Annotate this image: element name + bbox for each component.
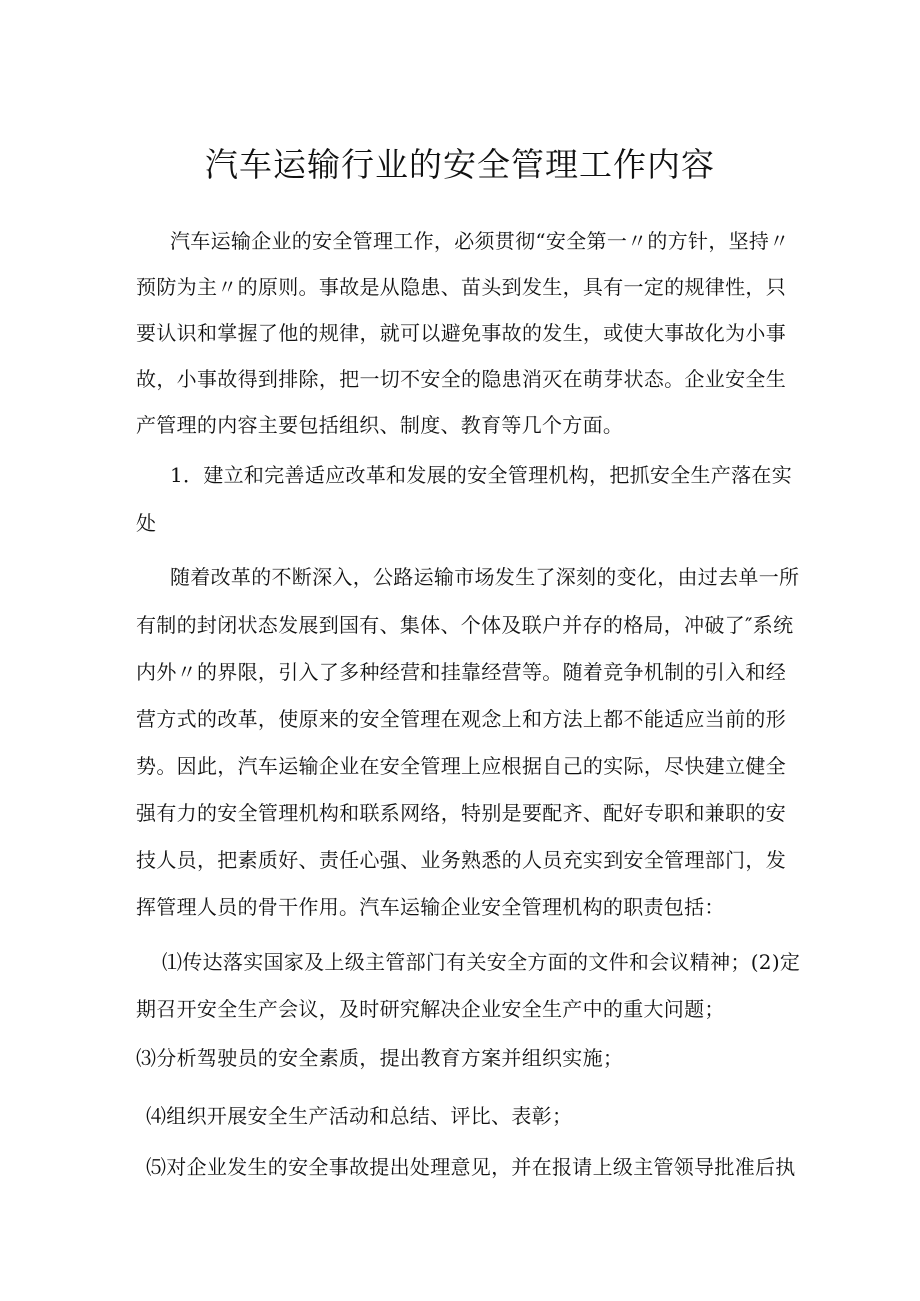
list-item-line: ⑷组织开展安全生产活动和总结、评比、表彰；: [146, 1104, 573, 1128]
paragraph-line: 强有力的安全管理机构和联系网络，特别是要配齐、配好专职和兼职的安: [136, 801, 786, 825]
paragraph-line: 有制的封闭状态发展到国有、集体、个体及联户并存的格局，冲破了″系统: [136, 613, 794, 637]
paragraph-line: 内外〃的界限，引入了多种经营和挂靠经营等。随着竞争机制的引入和经: [136, 660, 786, 684]
paragraph-line: 预防为主〃的原则。事故是从隐患、苗头到发生，具有一定的规律性，只: [136, 275, 786, 299]
paragraph-line: 营方式的改革，使原来的安全管理在观念上和方法上都不能适应当前的形: [136, 707, 786, 731]
section-heading-line: 处: [136, 511, 157, 535]
document-title: 汽车运输行业的安全管理工作内容: [205, 145, 715, 184]
list-item-line: ⑸对企业发生的安全事故提出处理意见，并在报请上级主管领导批准后执: [146, 1155, 796, 1179]
section-heading-line: 1．建立和完善适应改革和发展的安全管理机构，把抓安全生产落在实: [170, 463, 793, 487]
list-item-line: ⑴传达落实国家及上级主管部门有关安全方面的文件和会议精神；(2)定: [162, 950, 801, 974]
paragraph-line: 技人员，把素质好、责任心强、业务熟悉的人员充实到安全管理部门，发: [136, 848, 786, 872]
paragraph-line: 挥管理人员的骨干作用。汽车运输企业安全管理机构的职责包括：: [136, 895, 725, 919]
paragraph-line: 随着改革的不断深入，公路运输市场发生了深刻的变化，由过去单一所: [170, 565, 800, 589]
paragraph-line: 产管理的内容主要包括组织、制度、教育等几个方面。: [136, 413, 624, 437]
paragraph-line: 故，小事故得到排除，把一切不安全的隐患消灭在萌芽状态。企业安全生: [136, 367, 786, 391]
paragraph-line: 势。因此，汽车运输企业在安全管理上应根据自己的实际，尽快建立健全: [136, 754, 786, 778]
paragraph-line: 要认识和掌握了他的规律，就可以避免事故的发生，或使大事故化为小事: [136, 321, 786, 345]
list-item-line: ⑶分析驾驶员的安全素质，提出教育方案并组织实施；: [136, 1046, 624, 1070]
paragraph-line: 汽车运输企业的安全管理工作，必须贯彻“安全第一〃的方针，坚持〃: [170, 229, 790, 253]
list-item-line: 期召开安全生产会议，及时研究解决企业安全生产中的重大问题；: [136, 997, 725, 1021]
